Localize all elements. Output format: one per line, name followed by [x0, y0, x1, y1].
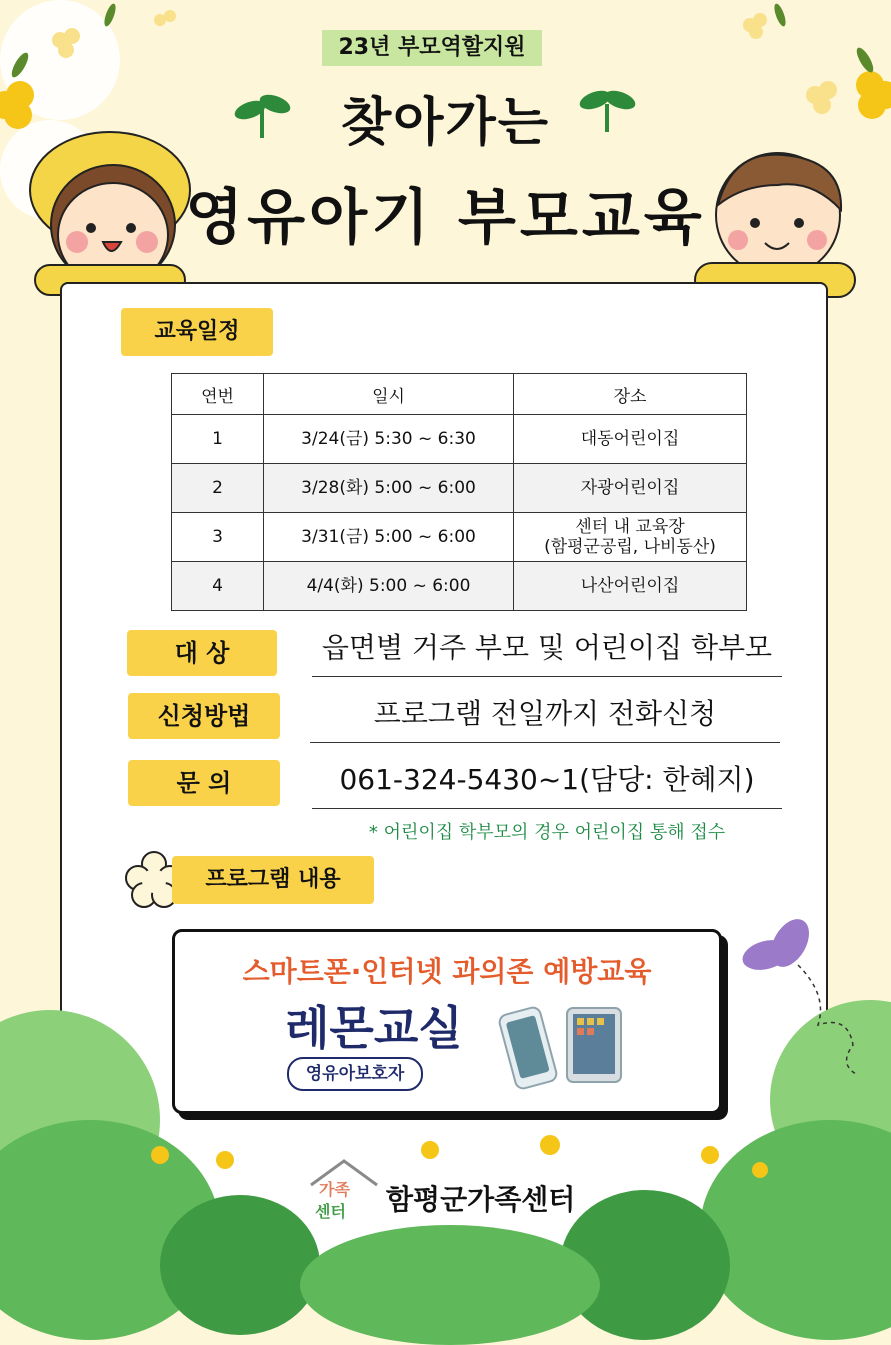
schedule-label: 교육일정	[121, 308, 273, 356]
butterfly-icon	[738, 915, 868, 1085]
row-datetime: 3/31(금) 5:00 ~ 6:00	[264, 513, 514, 562]
tablet-icon	[563, 1004, 629, 1088]
family-center-logo	[305, 1155, 383, 1225]
row-datetime: 3/24(금) 5:30 ~ 6:30	[264, 415, 514, 464]
table-header-row	[172, 374, 747, 415]
contact-value: 061-324-5430~1(담당: 한혜지)	[312, 758, 782, 809]
title-line-1: 찾아가는	[341, 93, 550, 153]
column-header-datetime: 일시	[264, 374, 514, 415]
program-badge: 영유아보호자	[287, 1057, 423, 1091]
row-no: 3	[172, 513, 264, 562]
table-row	[172, 464, 747, 513]
title-line-2: 영유아기 부모교육	[185, 183, 706, 253]
row-datetime: 4/4(화) 5:00 ~ 6:00	[264, 562, 514, 611]
row-place: 자광어린이집	[514, 464, 747, 513]
table-row	[172, 562, 747, 611]
smartphone-icon	[493, 1004, 573, 1094]
row-place	[514, 513, 747, 562]
apply-method-label: 신청방법	[128, 693, 280, 739]
organization-name: 함평군가족센터	[386, 1183, 576, 1216]
row-datetime: 3/28(화) 5:00 ~ 6:00	[264, 464, 514, 513]
program-box	[172, 929, 722, 1114]
program-top-text: 스마트폰·인터넷 과의존 예방교육	[242, 955, 652, 988]
column-header-no: 연번	[172, 374, 264, 415]
column-header-place: 장소	[514, 374, 747, 415]
program-name: 레몬교실	[285, 1001, 463, 1055]
svg-text:센터: 센터	[315, 1202, 346, 1221]
row-place: 나산어린이집	[514, 562, 747, 611]
table-row	[172, 513, 747, 562]
row-no: 1	[172, 415, 264, 464]
target-value: 읍면별 거주 부모 및 어린이집 학부모	[312, 626, 782, 677]
schedule-table	[171, 373, 747, 611]
row-no: 4	[172, 562, 264, 611]
target-label: 대 상	[127, 630, 277, 676]
note-text: * 어린이집 학부모의 경우 어린이집 통해 접수	[368, 822, 726, 843]
table-row	[172, 415, 747, 464]
row-place-sub: (함평군공립, 나비동산)	[544, 537, 716, 557]
apply-method-value: 프로그램 전일까지 전화신청	[310, 692, 780, 743]
bush-decoration	[300, 1225, 600, 1345]
row-no: 2	[172, 464, 264, 513]
contact-label: 문 의	[128, 760, 280, 806]
subtitle: 23년 부모역할지원	[322, 30, 542, 66]
row-place-main: 센터 내 교육장	[575, 517, 685, 537]
svg-text:가족: 가족	[319, 1180, 350, 1199]
program-label: 프로그램 내용	[172, 856, 374, 904]
row-place: 대동어린이집	[514, 415, 747, 464]
bush-decoration	[160, 1195, 320, 1335]
